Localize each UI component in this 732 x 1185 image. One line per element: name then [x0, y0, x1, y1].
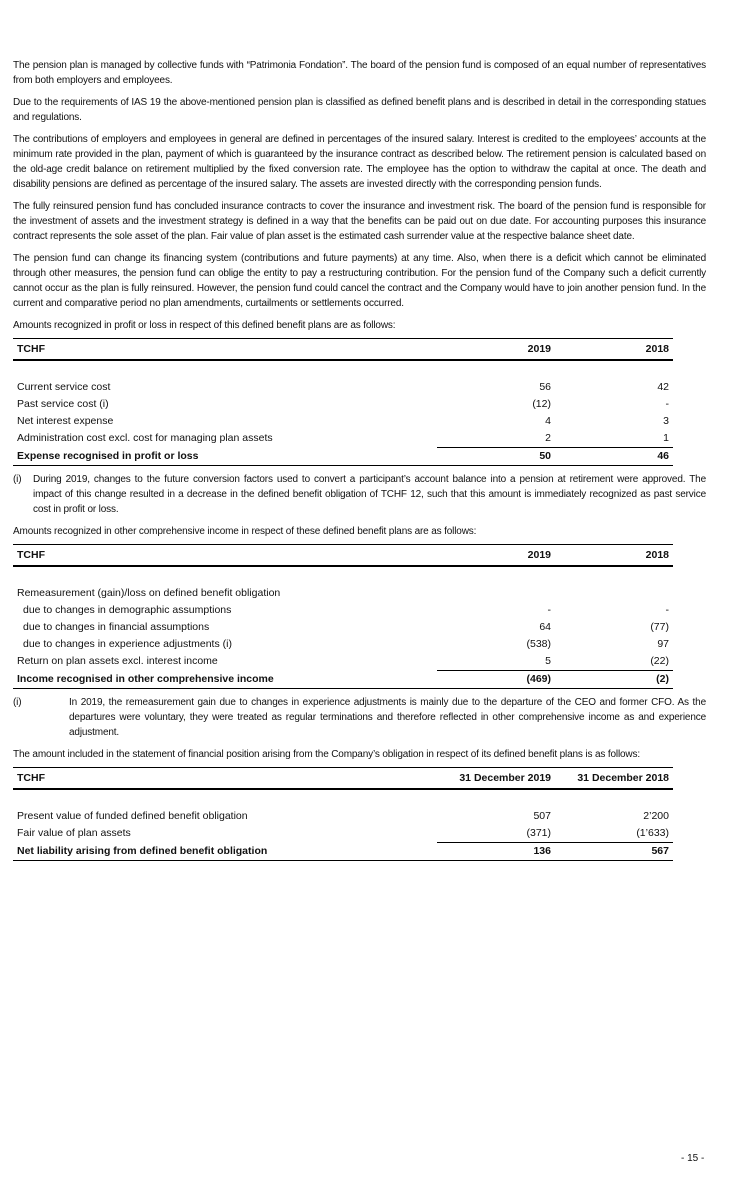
table-row — [13, 379, 673, 396]
row-value-2018: 3 — [663, 415, 669, 427]
row-value-2019: 64 — [539, 621, 551, 633]
row-value-2018: - — [665, 604, 669, 616]
row-value-2019: 4 — [545, 415, 551, 427]
table-row — [13, 396, 673, 413]
paragraph-contributions: The contributions of employers and employees in general are defined in percentages of the insured salary. Interest is credited to the employees’ accounts at the minimum rate provided in the plan, payment of which is guaranteed by the insurance contract as described below. The retirement pension is calculated based on the old-age credit balance on retirement multiplied by the fixed conversion rate. The employee has the option to withdraw the capital at once. The death and disability pensions are defined as percentage of the insured salary. The assets are invested directly with the corresponding pension funds. — [13, 134, 706, 190]
row-value-2018: 97 — [657, 638, 669, 650]
header-tchf: TCHF — [13, 768, 437, 790]
footnote-marker: (i) — [13, 474, 22, 485]
row-value-2018: (1’633) — [636, 827, 669, 839]
table-header-row — [13, 545, 673, 567]
row-value-2019: 56 — [539, 381, 551, 393]
table-row — [13, 808, 673, 825]
row-value-2019: - — [547, 604, 551, 616]
row-value-2018: (77) — [650, 621, 669, 633]
footnote-text: In 2019, the remeasurement gain due to changes in experience adjustments is mainly due to the departure of the CEO and former CFO. As the departures were voluntary, they were treated as regular terminations and therefore reflected in other comprehensive income as and experience adjustment. — [69, 697, 706, 738]
header-2019: 2019 — [437, 339, 555, 361]
total-value-2019: 136 — [437, 843, 555, 861]
table-header-row — [13, 768, 673, 790]
header-tchf: TCHF — [13, 339, 437, 361]
header-2018: 31 December 2018 — [555, 768, 673, 790]
row-value-2019: (538) — [526, 638, 551, 650]
row-label: due to changes in experience adjustments (i) — [23, 638, 232, 650]
table-row — [13, 430, 673, 448]
row-value-2019: 507 — [533, 810, 551, 822]
row-label: Fair value of plan assets — [17, 827, 131, 840]
total-value-2018: 46 — [555, 448, 673, 466]
table-row — [13, 413, 673, 430]
header-tchf: TCHF — [13, 545, 437, 567]
row-value-2018: - — [665, 398, 669, 410]
table3-intro: The amount included in the statement of financial position arising from the Company’s obligation in respect of its defined benefit plans is as follows: — [13, 749, 640, 760]
row-value-2018: 1 — [663, 432, 669, 444]
table-total-row — [13, 448, 673, 466]
row-label: Net interest expense — [17, 415, 114, 427]
row-value-2018: (22) — [650, 655, 669, 667]
table-row — [13, 825, 673, 843]
profit-loss-table — [13, 338, 673, 466]
table1-footnote — [13, 472, 706, 517]
table-header-row — [13, 339, 673, 361]
row-label: Remeasurement (gain)/loss on defined benefit obligation — [17, 587, 281, 599]
table-row — [13, 653, 673, 671]
paragraph-patrimonia: The pension plan is managed by collective funds with “Patrimonia Fondation”. The board of the pension fund is composed of an equal number of representatives from both employers and employees. — [13, 60, 706, 86]
header-2018: 2018 — [555, 339, 673, 361]
row-value-2018: 2’200 — [643, 810, 669, 822]
row-label: Present value of funded defined benefit obligation — [17, 810, 248, 822]
header-2018: 2018 — [555, 545, 673, 567]
table-row — [13, 619, 673, 636]
table-row — [13, 636, 673, 653]
row-value-2019: (371) — [526, 827, 551, 839]
row-value-2019: 2 — [545, 432, 551, 444]
row-label: Current service cost — [17, 381, 111, 393]
row-label: due to changes in financial assumptions — [23, 621, 210, 633]
header-2019: 31 December 2019 — [437, 768, 555, 790]
document-page — [13, 58, 706, 867]
table-row — [13, 602, 673, 619]
row-label: Past service cost (i) — [17, 398, 109, 410]
total-value-2018: (2) — [555, 671, 673, 689]
row-value-2018 — [555, 585, 673, 602]
table-row — [13, 585, 673, 602]
footnote-text: During 2019, changes to the future conversion factors used to convert a participant’s account balance into a pension at retirement were approved. The impact of this change resulted in a decrease in the defined benefit obligation of TCHF 12, such that this amount is immediately recognized as past service cost in profit or loss. — [33, 474, 706, 515]
table-total-row — [13, 671, 673, 689]
row-value-2019 — [437, 585, 555, 602]
row-label: Administration cost excl. cost for managing plan assets — [17, 432, 273, 445]
row-label: Return on plan assets excl. interest income — [17, 655, 218, 668]
paragraph-financing-system: The pension fund can change its financing system (contributions and future payments) at any time. Also, when there is a deficit which cannot be eliminated through other measures, the pension fund can oblige the entity to pay a restructuring contribution. For the pension fund of the Company such a deficit currently cannot occur as the plan is fully reinsured. However, the pension fund could cancel the contract and the Company would have to join another pension fund. In the current and comparative period no plan amendments, curtailments or settlements occurred. — [13, 253, 706, 309]
row-label: due to changes in demographic assumptions — [23, 604, 232, 616]
paragraph-reinsured: The fully reinsured pension fund has concluded insurance contracts to cover the insurance and investment risk. The board of the pension fund is responsible for the investment of assets and the investment strategy is defined in a way that the benefits can be paid out on due date. For accounting purposes this insurance contract represents the sole asset of the plan. Fair value of plan asset is the estimated cash surrender value at the respective balance sheet date. — [13, 201, 706, 242]
table2-footnote — [13, 695, 706, 740]
header-2019: 2019 — [437, 545, 555, 567]
oci-table — [13, 544, 673, 689]
total-value-2019: (469) — [437, 671, 555, 689]
row-value-2018: 42 — [657, 381, 669, 393]
total-value-2019: 50 — [437, 448, 555, 466]
table2-intro: Amounts recognized in other comprehensive income in respect of these defined benefit plans are as follows: — [13, 526, 477, 537]
total-label: Income recognised in other comprehensive income — [13, 671, 437, 689]
page-number: - 15 - — [681, 1153, 705, 1164]
table1-intro: Amounts recognized in profit or loss in respect of this defined benefit plans are as follows: — [13, 320, 396, 331]
total-value-2018: 567 — [555, 843, 673, 861]
table-total-row — [13, 843, 673, 861]
row-value-2019: 5 — [545, 655, 551, 667]
footnote-marker: (i) — [13, 697, 22, 708]
financial-position-table — [13, 767, 673, 861]
total-label: Expense recognised in profit or loss — [13, 448, 437, 466]
row-value-2019: (12) — [532, 398, 551, 410]
total-label: Net liability arising from defined benefit obligation — [13, 843, 437, 861]
paragraph-ias19: Due to the requirements of IAS 19 the above-mentioned pension plan is classified as defined benefit plans and is described in detail in the corresponding statues and regulations. — [13, 97, 706, 123]
